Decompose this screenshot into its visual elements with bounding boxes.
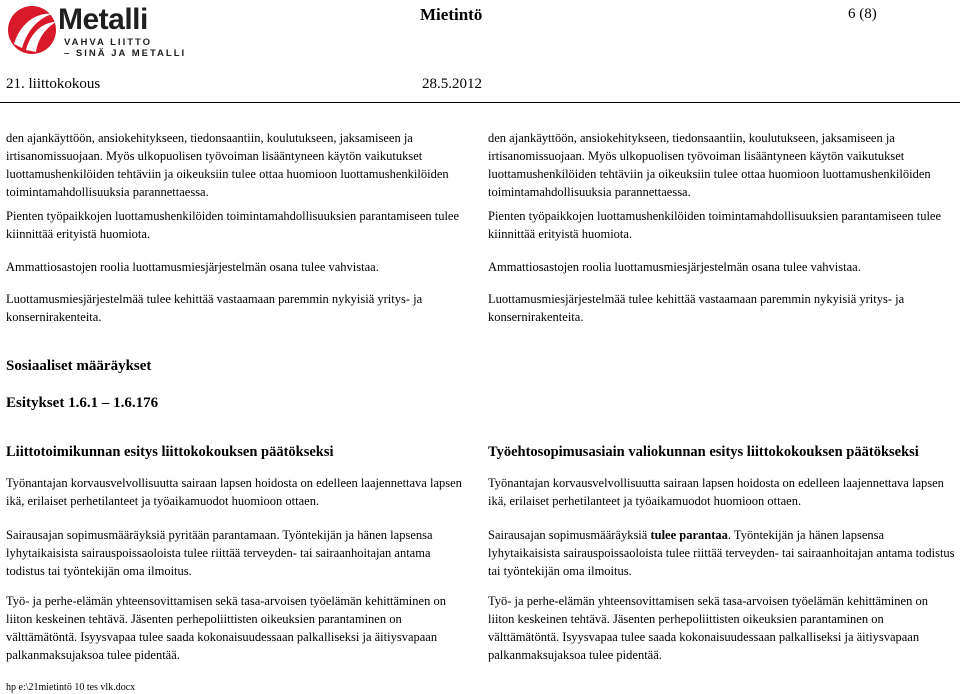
bottom-right-emphasis: tulee parantaa <box>650 528 728 542</box>
bottom-right-paragraph-2 <box>488 526 956 580</box>
right-column-heading: Työehtosopimusasiain valiokunnan esitys liittokokouksen päätökseksi <box>488 444 919 460</box>
logo-tagline-line-1: VAHVA LIITTO <box>64 37 153 48</box>
top-left-paragraph-4: Luottamusmiesjärjestelmää tulee kehittää vastaamaan paremmin nykyisiä yritys- ja konsernirakenteita. <box>6 292 423 324</box>
bottom-left-paragraph-1: Työnantajan korvausvelvollisuutta sairaan lapsen hoidosta on edelleen laajennettava lapsen ikä, erilaiset perhetilanteet ja työaikamuodot huomioon ottaen. <box>6 476 462 508</box>
logo-tagline <box>64 37 186 59</box>
bottom-left-paragraph-2: Sairausajan sopimusmääräyksiä pyritään parantamaan. Työntekijän ja hänen lapsensa lyhytaikaisista sairauspoissaoloista tulee riittää terveyden- tai sairaanhoitajan antama todistus tai työntekijän oma ilmoitus. <box>6 528 433 578</box>
logo-wordmark: Metalli <box>58 3 148 36</box>
bottom-right-paragraph-3: Työ- ja perhe-elämän yhteensovittamisen sekä tasa-arvoisen työelämän kehittäminen on liiton keskeinen tehtävä. Jäsenten perhepoliittisten oikeuksien parantaminen on välttämätöntä. Isyysvapaa tulee saada kokonaisuudessaan palkalliseksi ja äitiysvapaan palkanmaksujaksoa tulee pidentää. <box>488 594 928 662</box>
logo-tagline-line-2: – SINÄ JA METALLI <box>64 48 187 59</box>
bottom-left-paragraph-3: Työ- ja perhe-elämän yhteensovittamisen sekä tasa-arvoisen työelämän kehittäminen on liiton keskeinen tehtävä. Jäsenten perhepoliittisten oikeuksien parantaminen on välttämätöntä. Isyysvapaa tulee saada kokonaisuudessaan palkalliseksi ja äitiysvapaan palkanmaksujaksoa tulee pidentää. <box>6 594 446 662</box>
top-left-paragraph-1: den ajankäyttöön, ansiokehitykseen, tiedonsaantiin, koulutukseen, jaksamiseen ja irtisanomissuojaan. Myös ulkopuolisen työvoiman lisääntyneen käytön vaikutukset luottamushenkilöiden tehtäviin ja oikeuksiin tulee ottaa huomioon luottamushenkilöiden toimintamahdollisuuksia parannettaessa. <box>6 131 449 199</box>
top-right-paragraph-2: Pienten työpaikkojen luottamushenkilöiden toimintamahdollisuuksien parantamiseen tulee kiinnittää erityistä huomiota. <box>488 209 942 241</box>
page-number: 6 (8) <box>848 6 877 22</box>
document-title: Mietintö <box>420 5 483 24</box>
bottom-right-paragraph-1: Työnantajan korvausvelvollisuutta sairaan lapsen hoidosta on edelleen laajennettava lapsen ikä, erilaiset perhetilanteet ja työaikamuodot huomioon ottaen. <box>488 476 944 508</box>
top-right-paragraph-1: den ajankäyttöön, ansiokehitykseen, tiedonsaantiin, koulutukseen, jaksamiseen ja irtisanomissuojaan. Myös ulkopuolisen työvoiman lisääntyneen käytön vaikutukset luottamushenkilöiden tehtäviin ja oikeuksiin tulee ottaa huomioon luottamushenkilöiden toimintamahdollisuuksia parannettaessa. <box>488 131 931 199</box>
bottom-right-paragraph-2-start: Sairausajan sopimusmääräyksiä <box>488 528 651 542</box>
bottom-right-paragraph-2-end: . Työntekijän ja hänen lapsensa lyhytaikaisista sairauspoissaoloista tulee riittää terveyden- tai sairaanhoitajan antama todistus tai työntekijän oma ilmoitus. <box>488 528 955 578</box>
top-left-paragraph-2: Pienten työpaikkojen luottamushenkilöiden toimintamahdollisuuksien parantamiseen tulee kiinnittää erityistä huomiota. <box>6 209 460 241</box>
top-left-paragraph-3: Ammattiosastojen roolia luottamusmiesjärjestelmän osana tulee vahvistaa. <box>6 260 379 274</box>
left-column-heading: Liittotoimikunnan esitys liittokokouksen päätökseksi <box>6 444 334 460</box>
meeting-date: 28.5.2012 <box>422 76 482 92</box>
top-right-paragraph-4: Luottamusmiesjärjestelmää tulee kehittää vastaamaan paremmin nykyisiä yritys- ja konsernirakenteita. <box>488 292 905 324</box>
meeting-name: 21. liittokokous <box>6 76 101 92</box>
top-right-paragraph-3: Ammattiosastojen roolia luottamusmiesjärjestelmän osana tulee vahvistaa. <box>488 260 861 274</box>
header-divider <box>0 102 960 103</box>
section-subtitle: Esitykset 1.6.1 – 1.6.176 <box>6 395 159 411</box>
footer-file-path: hp e:\21mietintö 10 tes vlk.docx <box>6 682 136 693</box>
metalli-swoosh-icon <box>6 4 60 58</box>
section-title: Sosiaaliset määräykset <box>6 358 152 374</box>
